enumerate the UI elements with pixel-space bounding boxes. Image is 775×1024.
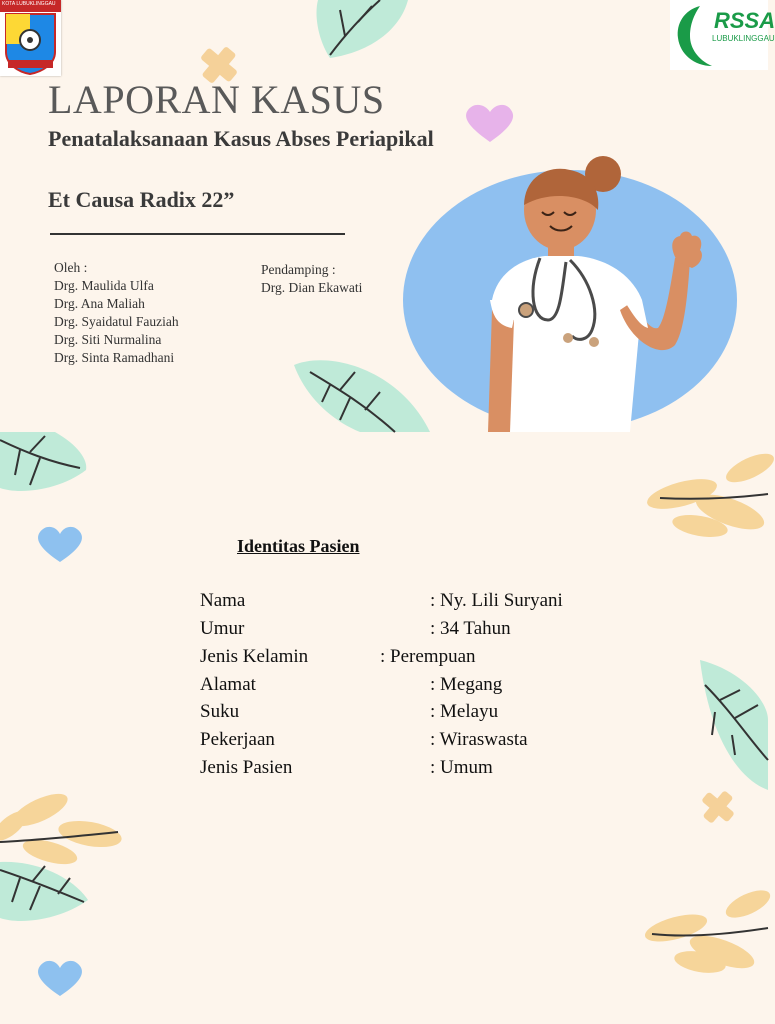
heart-pink	[466, 105, 513, 142]
city-logo	[0, 0, 61, 76]
cross-right	[701, 790, 735, 824]
leaf-top-center	[317, 0, 409, 58]
heart-blue-2	[38, 961, 82, 996]
mentor-label: Pendamping :	[261, 262, 336, 277]
city-emblem-icon	[0, 0, 61, 76]
identity-value: : Megang	[430, 674, 503, 695]
subtitle-line-1: Penatalaksanaan Kasus Abses Periapikal	[48, 126, 434, 151]
author-name: Drg. Siti Nurmalina	[54, 332, 162, 347]
identity-label: Nama	[200, 590, 246, 611]
author-name: Drg. Maulida Ulfa	[54, 278, 154, 293]
title-divider	[50, 233, 345, 235]
identity-value: : 34 Tahun	[430, 618, 511, 639]
leaf-right-orange-1	[644, 448, 775, 541]
leaf-right-green	[700, 660, 768, 790]
nurse-illustration	[470, 150, 720, 432]
identity-label: Jenis Kelamin	[200, 646, 309, 667]
mentor-block	[261, 261, 362, 297]
identity-label: Umur	[200, 618, 245, 639]
page-title: LAPORAN KASUS	[48, 77, 385, 122]
authors-label: Oleh :	[54, 260, 88, 275]
subtitle-line-2: Et Causa Radix 22”	[48, 187, 235, 212]
identity-heading: Identitas Pasien	[237, 536, 360, 556]
identity-value: : Wiraswasta	[430, 729, 528, 750]
city-logo-caption: KOTA LUBUKLINGGAU	[2, 1, 56, 7]
heart-blue-1	[38, 527, 82, 562]
identity-label: Suku	[200, 701, 240, 722]
leaf-mid	[294, 360, 430, 432]
identity-label: Alamat	[200, 674, 256, 695]
leaf-right-orange-2	[642, 885, 774, 977]
author-name: Drg. Sinta Ramadhani	[54, 350, 175, 365]
identity-value: : Ny. Lili Suryani	[430, 590, 563, 611]
mentor-name: Drg. Dian Ekawati	[261, 280, 363, 295]
identity-value: : Umum	[430, 757, 493, 778]
authors-block	[54, 259, 179, 367]
leaf-left-green-2	[0, 862, 88, 921]
leaf-left-orange	[0, 787, 124, 869]
identity-label: Jenis Pasien	[200, 757, 293, 778]
hospital-brand: RSSA	[714, 8, 775, 33]
hospital-subtext: LUBUKLINGGAU	[712, 34, 775, 43]
identity-label: Pekerjaan	[200, 729, 275, 750]
author-name: Drg. Ana Maliah	[54, 296, 145, 311]
identity-value: : Perempuan	[380, 646, 476, 667]
author-name: Drg. Syaidatul Fauziah	[54, 314, 179, 329]
identity-value: : Melayu	[430, 701, 499, 722]
hospital-logo	[670, 0, 775, 70]
leaf-left-1	[0, 432, 86, 491]
